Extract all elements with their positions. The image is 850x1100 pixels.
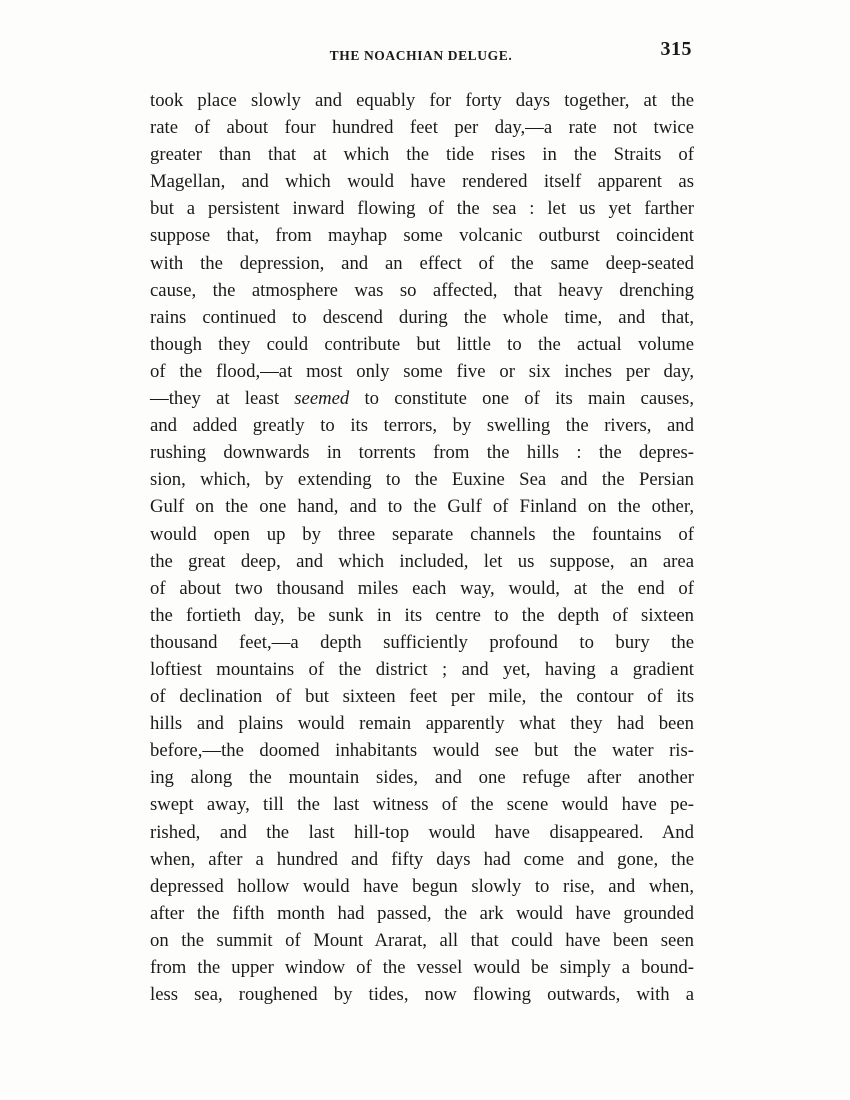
text-line: cause, the atmosphere was so affected, that heavy drenching: [150, 279, 694, 301]
text-line: with the depression, and an effect of the same deep-seated: [150, 252, 694, 274]
text-line: before,—the doomed inhabitants would see but the water ris-: [150, 740, 694, 762]
text-line: [150, 385, 694, 412]
text-line: the fortieth day, be sunk in its centre to the depth of sixteen: [150, 604, 694, 626]
text-line: of declination of but sixteen feet per mile, the contour of its: [150, 686, 694, 708]
text-line: greater than that at which the tide rises in the Straits of: [150, 144, 694, 166]
text-line: sion, which, by extending to the Euxine Sea and the Persian: [150, 469, 694, 491]
body-text: [150, 87, 694, 1008]
text-line: of the flood,—at most only some five or six inches per day,: [150, 360, 694, 382]
text-segment: to constitute one of its main causes,: [349, 388, 694, 410]
text-line: though they could contribute but little to the actual volume: [150, 333, 694, 355]
text-line: thousand feet,—a depth sufficiently profound to bury the: [150, 631, 694, 653]
text-line: but a persistent inward flowing of the sea : let us yet farther: [150, 198, 694, 220]
text-line: swept away, till the last witness of the scene would have pe-: [150, 794, 694, 816]
text-segment: —they at least: [150, 388, 295, 410]
page-number: 315: [660, 38, 692, 60]
text-line: when, after a hundred and fifty days had come and gone, the: [150, 848, 694, 870]
text-line: on the summit of Mount Ararat, all that could have been seen: [150, 929, 694, 951]
text-line: less sea, roughened by tides, now flowing outwards, with a: [150, 984, 694, 1006]
text-line: would open up by three separate channels the fountains of: [150, 523, 694, 545]
text-line: from the upper window of the vessel would be simply a bound-: [150, 957, 694, 978]
text-line: Magellan, and which would have rendered itself apparent as: [150, 171, 694, 193]
text-line: Gulf on the one hand, and to the Gulf of Finland on the other,: [150, 496, 694, 518]
emphasized-word: seemed: [294, 388, 350, 410]
text-line: loftiest mountains of the district ; and yet, having a gradient: [150, 658, 694, 680]
text-line: rushing downwards in torrents from the hills : the depres-: [150, 442, 694, 464]
text-line: rains continued to descend during the whole time, and that,: [150, 306, 694, 328]
text-line: after the fifth month had passed, the ark would have grounded: [150, 902, 694, 924]
text-line: rished, and the last hill-top would have disappeared. And: [150, 821, 694, 843]
text-line: the great deep, and which included, let us suppose, an area: [150, 550, 694, 572]
text-line: rate of about four hundred feet per day,—a rate not twice: [150, 117, 694, 139]
text-line: and added greatly to its terrors, by swelling the rivers, and: [150, 415, 694, 437]
text-line: took place slowly and equably for forty days together, at the: [150, 90, 694, 111]
text-line: of about two thousand miles each way, would, at the end of: [150, 577, 694, 599]
text-line: hills and plains would remain apparently what they had been: [150, 713, 694, 735]
text-line: ing along the mountain sides, and one refuge after another: [150, 767, 694, 789]
text-line: suppose that, from mayhap some volcanic outburst coincident: [150, 225, 694, 247]
text-line: depressed hollow would have begun slowly to rise, and when,: [150, 875, 694, 897]
running-head: [148, 38, 694, 68]
running-title: THE NOACHIAN DELUGE.: [329, 48, 513, 63]
